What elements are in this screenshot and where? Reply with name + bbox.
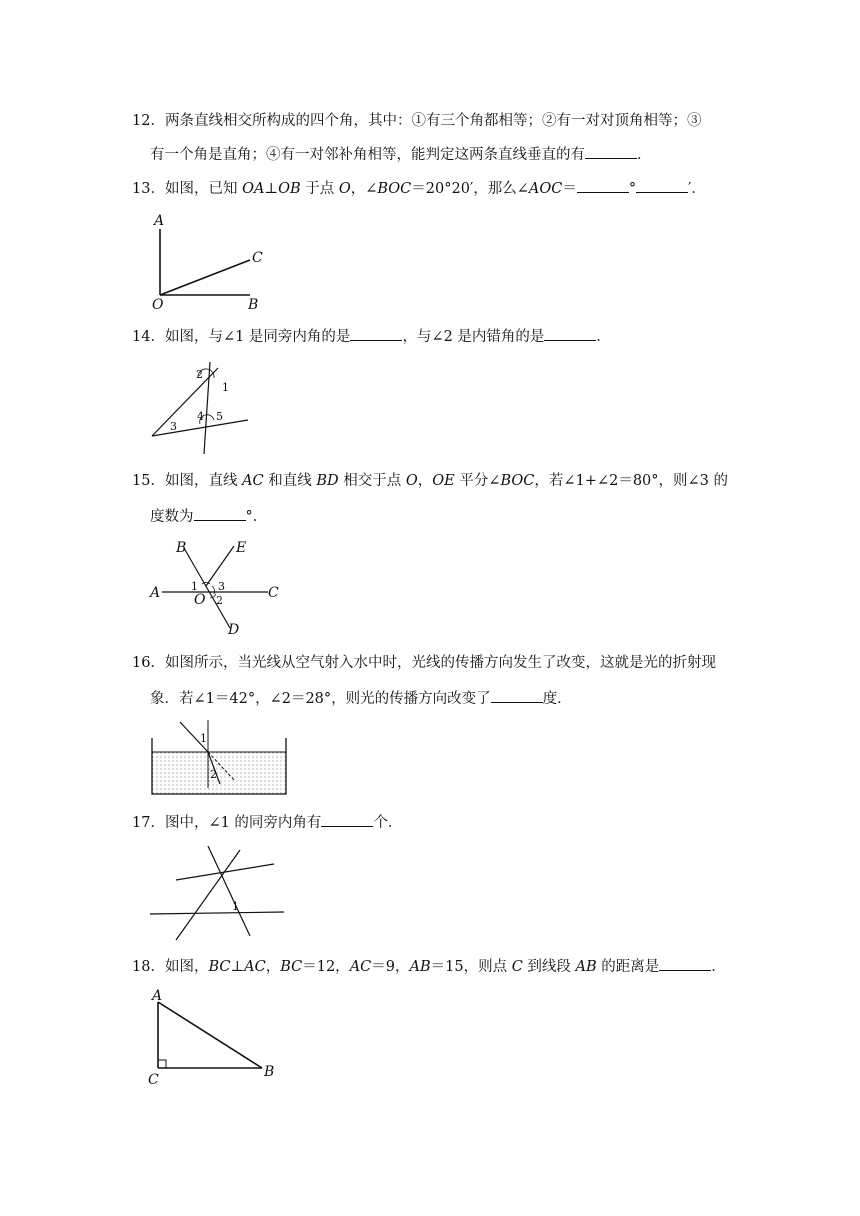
math-var: OE bbox=[432, 473, 455, 489]
math-var: O bbox=[338, 181, 351, 197]
perp-symbol: ⊥ bbox=[264, 181, 279, 197]
question-number: 17． bbox=[132, 815, 165, 831]
question-text: 和直线 bbox=[263, 473, 317, 489]
point-c-label: C bbox=[252, 250, 263, 266]
answer-blank-degrees[interactable] bbox=[577, 178, 629, 193]
point-b-label: B bbox=[248, 297, 259, 313]
math-var: BOC bbox=[500, 473, 535, 489]
figure-15 bbox=[148, 536, 288, 640]
math-var: OB bbox=[278, 181, 301, 197]
question-text: ， bbox=[265, 959, 281, 975]
figure-18 bbox=[144, 986, 284, 1090]
point-b-label: B bbox=[264, 1064, 275, 1080]
question-text: 如图所示，当光线从空气射入水中时，光线的传播方向发生了改变，这就是光的折射现 bbox=[164, 655, 716, 671]
angle-3-label: 3 bbox=[218, 580, 225, 593]
question-text: ，与∠2 是内错角的是 bbox=[402, 329, 545, 345]
angle-1-label: 1 bbox=[191, 580, 198, 593]
question-text: ＝12， bbox=[302, 959, 350, 975]
answer-blank[interactable] bbox=[544, 326, 596, 341]
ray-oc bbox=[160, 260, 250, 295]
question-text: 度数为 bbox=[150, 509, 194, 525]
figure-17 bbox=[146, 844, 288, 944]
question-12 bbox=[132, 110, 742, 132]
question-number: 15． bbox=[132, 473, 165, 489]
question-text: 图中，∠1 的同旁内角有 bbox=[164, 815, 322, 831]
question-text: 如图，已知 bbox=[164, 181, 243, 197]
line-diag-1 bbox=[208, 846, 250, 936]
question-text: 于点 bbox=[300, 181, 339, 197]
point-a-label: A bbox=[150, 585, 161, 601]
angle-2-label: 2 bbox=[216, 594, 223, 607]
question-number: 12． bbox=[132, 113, 165, 129]
answer-blank[interactable] bbox=[491, 688, 543, 703]
question-number: 13． bbox=[132, 181, 165, 197]
transversal bbox=[204, 362, 210, 454]
point-e-label: E bbox=[236, 540, 247, 556]
math-var: AB bbox=[575, 959, 597, 975]
math-var: AC bbox=[244, 959, 266, 975]
angle-1-label: 1 bbox=[232, 900, 239, 913]
angle-2-label: 2 bbox=[210, 768, 217, 781]
answer-blank[interactable] bbox=[194, 506, 246, 521]
question-text: ＝ bbox=[562, 181, 577, 197]
point-c-label: C bbox=[268, 585, 279, 601]
math-var: BD bbox=[316, 473, 339, 489]
angle-4-label: 4 bbox=[197, 410, 204, 423]
angle-arc bbox=[212, 586, 215, 594]
math-var: AB bbox=[409, 959, 431, 975]
question-15-line2 bbox=[150, 506, 760, 528]
question-text: ＝20°20′，那么∠ bbox=[411, 181, 529, 197]
question-text: ＝9， bbox=[371, 959, 410, 975]
point-o-label: O bbox=[152, 297, 164, 313]
answer-blank-minutes[interactable] bbox=[636, 178, 688, 193]
question-text: 的距离是 bbox=[596, 959, 660, 975]
question-15 bbox=[132, 470, 742, 492]
question-18 bbox=[132, 956, 742, 978]
math-var: C bbox=[511, 959, 523, 975]
question-text: 平分∠ bbox=[454, 473, 501, 489]
point-o-label: O bbox=[194, 592, 206, 608]
question-text: 两条直线相交所构成的四个角，其中：①有三个角都相等；②有一对对顶角相等；③ bbox=[164, 113, 702, 129]
figure-13 bbox=[140, 205, 280, 315]
right-angle-mark bbox=[158, 1060, 166, 1068]
point-a-label: A bbox=[154, 213, 165, 229]
question-text: ， bbox=[417, 473, 433, 489]
question-text: 度． bbox=[542, 691, 572, 707]
math-var: AOC bbox=[528, 181, 563, 197]
question-text: 如图，与∠1 是同旁内角的是 bbox=[164, 329, 351, 345]
question-text: 有一个角是直角；④有一对邻补角相等，能判定这两条直线垂直的有 bbox=[150, 147, 585, 163]
answer-blank[interactable] bbox=[350, 326, 402, 341]
math-var: BC bbox=[208, 959, 231, 975]
question-16-line2 bbox=[150, 688, 760, 710]
point-b-label: B bbox=[176, 540, 187, 556]
angle-5-label: 5 bbox=[216, 410, 223, 423]
question-number: 16． bbox=[132, 655, 165, 671]
question-text: ． bbox=[596, 329, 611, 345]
math-var: AC bbox=[349, 959, 372, 975]
question-number: 14． bbox=[132, 329, 165, 345]
point-c-label: C bbox=[148, 1072, 159, 1088]
answer-blank[interactable] bbox=[659, 956, 711, 971]
line-a bbox=[152, 368, 218, 436]
question-12-line2 bbox=[150, 144, 760, 166]
figure-16 bbox=[148, 716, 292, 798]
question-number: 18． bbox=[132, 959, 165, 975]
line-bottom bbox=[150, 912, 284, 914]
question-text: ° bbox=[628, 181, 637, 197]
answer-blank[interactable] bbox=[321, 812, 373, 827]
question-text: ′． bbox=[688, 181, 706, 197]
question-text: 相交于点 bbox=[338, 473, 406, 489]
question-text: °． bbox=[245, 509, 268, 525]
question-14 bbox=[132, 326, 742, 348]
math-var: BOC bbox=[377, 181, 412, 197]
point-a-label: A bbox=[152, 988, 163, 1004]
math-var: OA bbox=[242, 181, 265, 197]
perp-symbol: ⊥ bbox=[230, 959, 245, 975]
angle-1-label: 1 bbox=[222, 381, 229, 394]
angle-3-label: 3 bbox=[170, 420, 177, 433]
question-text: 到线段 bbox=[522, 959, 576, 975]
question-text: 个． bbox=[373, 815, 403, 831]
question-text: 如图，直线 bbox=[164, 473, 243, 489]
question-text: 象．若∠1＝42°，∠2＝28°，则光的传播方向改变了 bbox=[150, 691, 491, 707]
angle-2-label: 2 bbox=[196, 368, 203, 381]
figure-14 bbox=[148, 358, 258, 458]
question-text: 如图， bbox=[164, 959, 209, 975]
math-var: O bbox=[405, 473, 418, 489]
question-text: ． bbox=[637, 147, 652, 163]
math-var: AC bbox=[242, 473, 264, 489]
answer-blank[interactable] bbox=[585, 144, 637, 159]
side-ab bbox=[158, 1002, 262, 1068]
question-text: ，∠ bbox=[350, 181, 378, 197]
math-var: BC bbox=[280, 959, 303, 975]
question-13 bbox=[132, 178, 742, 200]
question-text: ． bbox=[711, 959, 726, 975]
question-text: ，若∠1+∠2＝80°，则∠3 的 bbox=[534, 473, 729, 489]
question-17 bbox=[132, 812, 742, 834]
water bbox=[152, 752, 286, 794]
question-text: ＝15，则点 bbox=[430, 959, 512, 975]
angle-1-label: 1 bbox=[200, 732, 207, 745]
question-16 bbox=[132, 652, 742, 674]
point-d-label: D bbox=[228, 622, 240, 638]
